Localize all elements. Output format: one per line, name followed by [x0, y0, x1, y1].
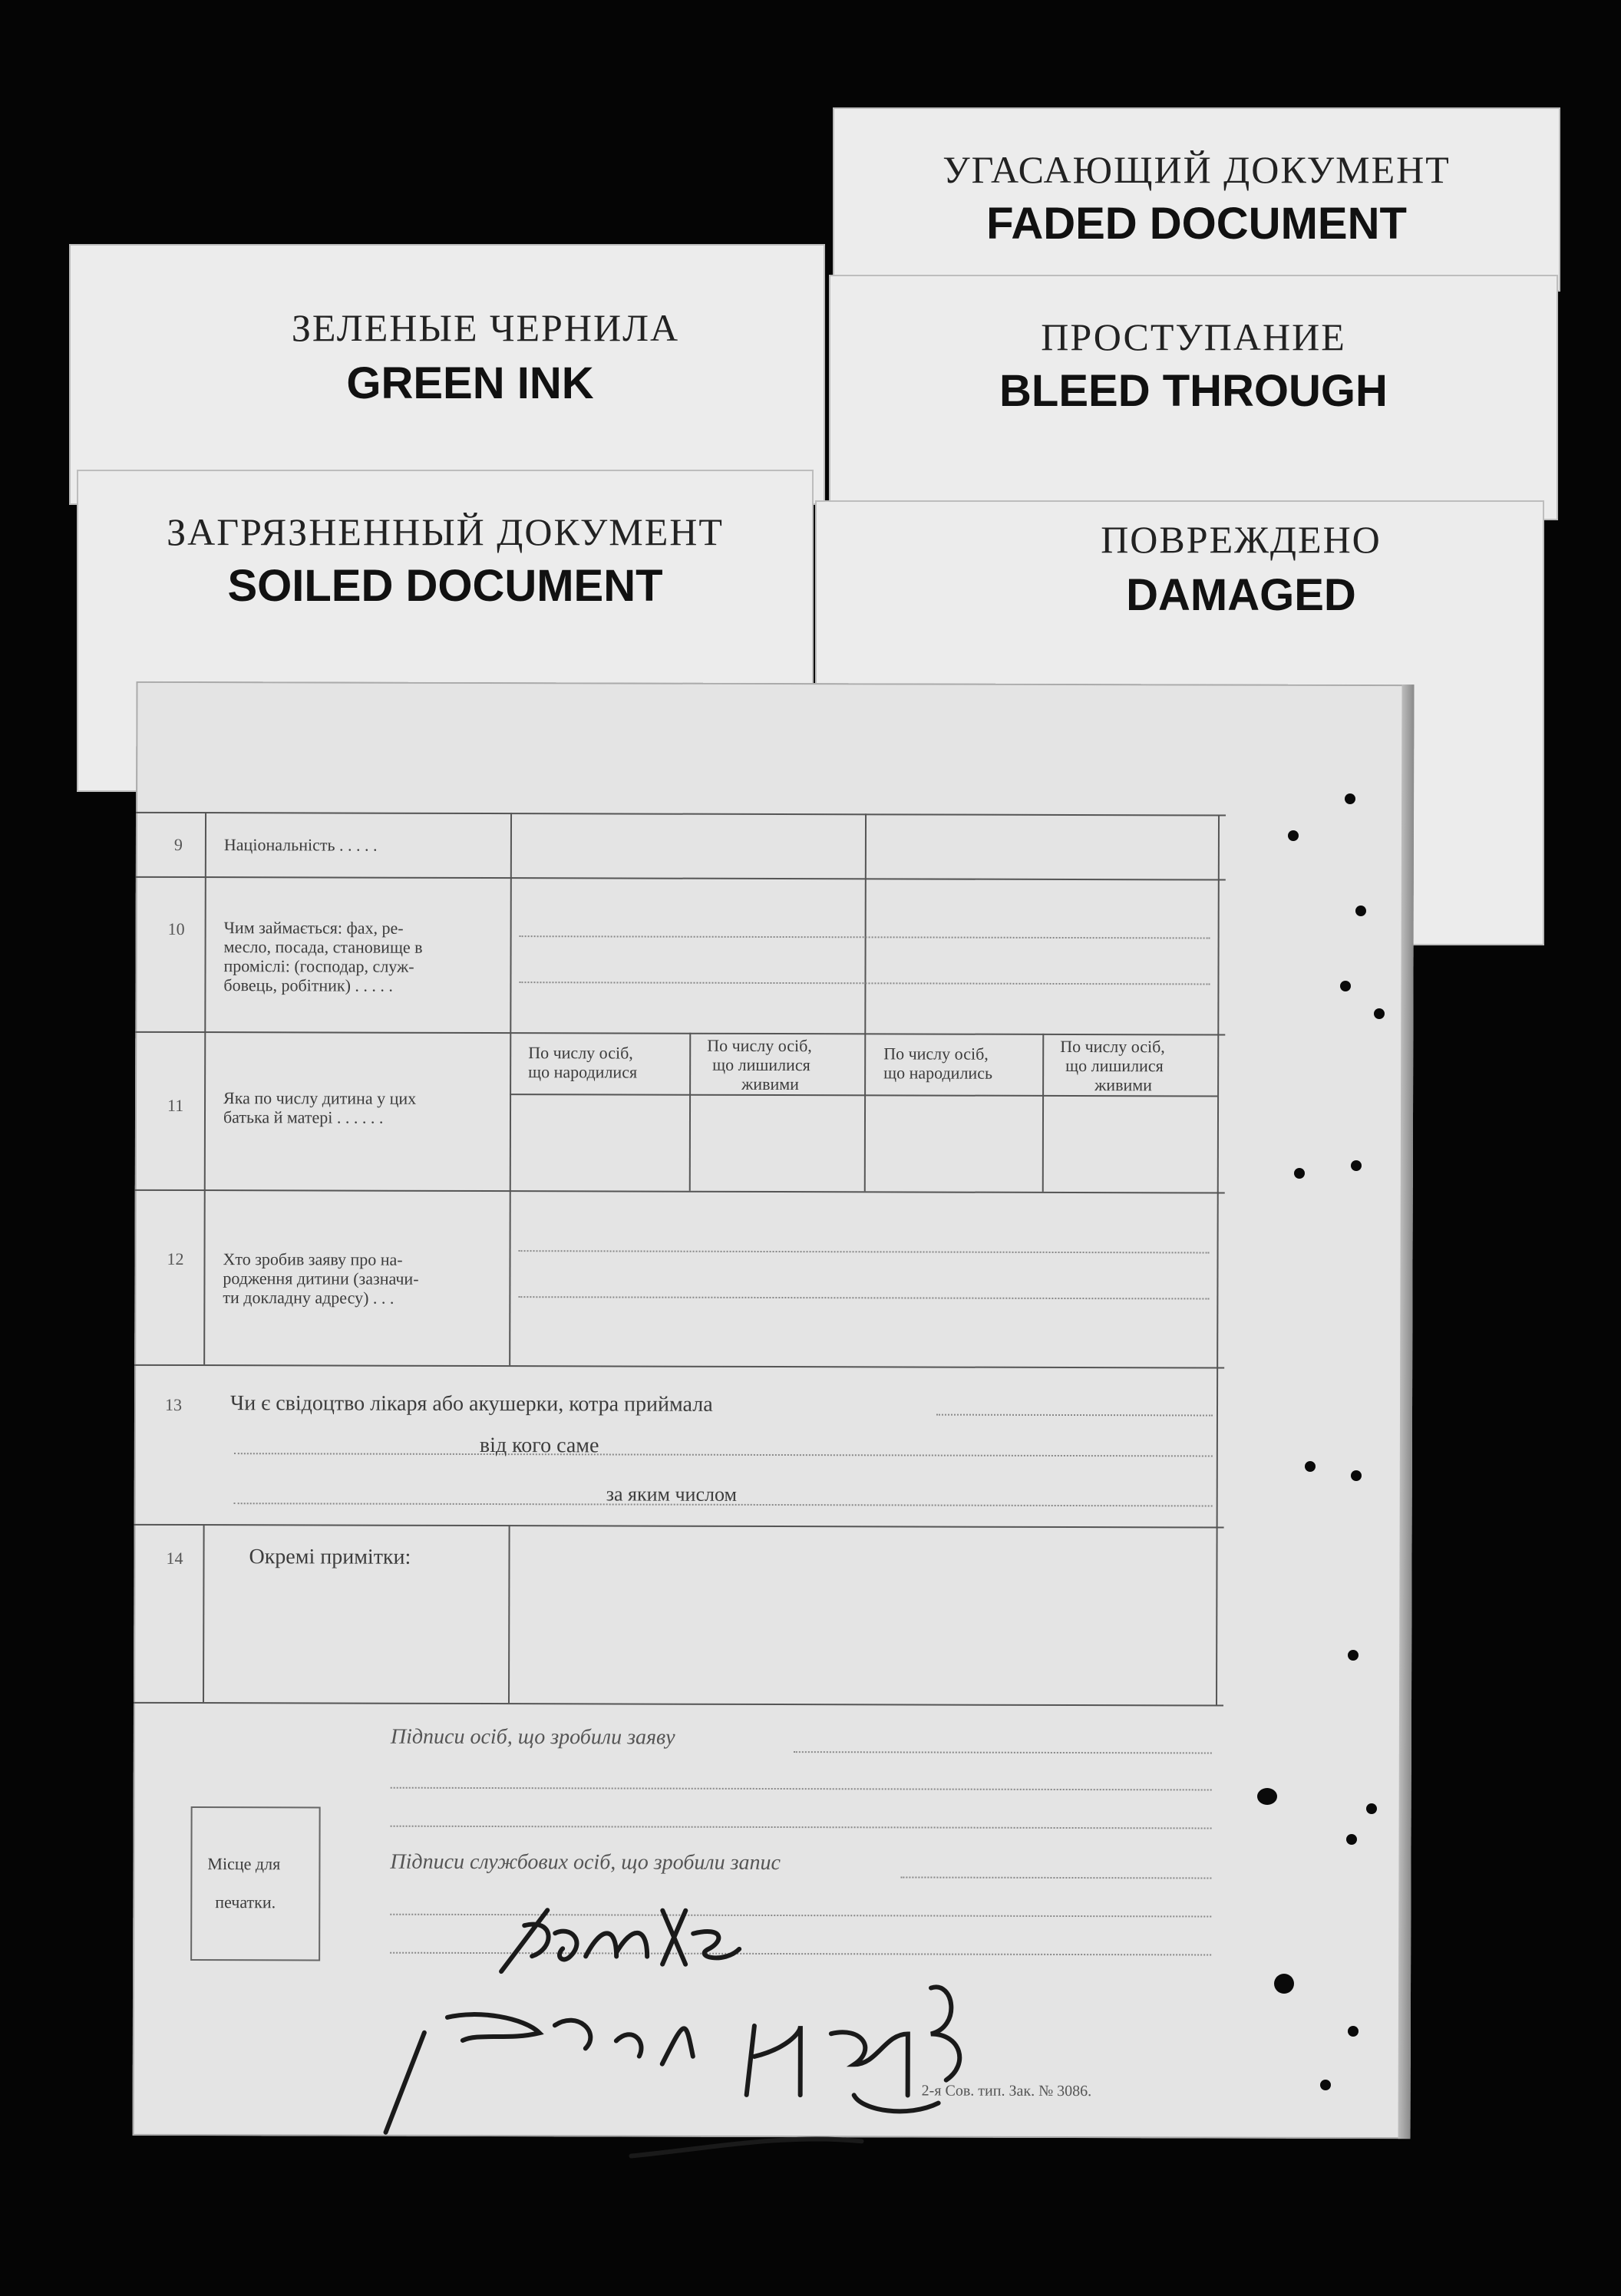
row-13-line-3: за яким числом	[606, 1483, 737, 1506]
card-bleed-en: BLEED THROUGH	[999, 366, 1388, 416]
document-page	[133, 681, 1415, 2139]
hole	[1257, 1788, 1277, 1805]
row-11-col4-line-3: живими	[1094, 1075, 1152, 1095]
row-14-number: 14	[166, 1548, 183, 1568]
row-13-number: 13	[164, 1394, 183, 1414]
row-11-number: 11	[167, 1095, 184, 1115]
row-10-line-3: проміслі: (господар, служ-	[223, 956, 414, 976]
row-11-col3-line-2: що народились	[883, 1063, 993, 1083]
hole	[1345, 793, 1355, 804]
row-14-label: Окремі примітки:	[249, 1545, 411, 1569]
applicants-signatures-label: Підписи осіб, що зробили заяву	[390, 1724, 675, 1750]
row-11-col2-line-1: По числу осіб,	[707, 1035, 812, 1056]
row-11-col4-line-1: По числу осіб,	[1060, 1036, 1165, 1057]
hole	[1374, 1008, 1385, 1019]
hole	[1355, 906, 1366, 916]
stamp-line-1: Місце для	[207, 1854, 281, 1874]
row-11-col2-line-2: що лишилися	[712, 1054, 810, 1075]
row-11-col1-line-1: По числу осіб,	[528, 1043, 633, 1063]
row-11-line-2: батька й матері . . . . . .	[223, 1107, 384, 1127]
stamp-placeholder-box	[190, 1806, 321, 1961]
hole	[1288, 830, 1299, 841]
row-9-number: 9	[173, 834, 183, 854]
card-faded-en: FADED DOCUMENT	[986, 199, 1407, 249]
stamp-line-2: печатки.	[215, 1892, 276, 1912]
row-13-line-1: Чи є свідоцтво лікаря або акушерки, котра приймала	[229, 1391, 713, 1417]
card-damaged-ru: ПОВРЕЖДЕНО	[1101, 518, 1382, 561]
card-soiled-ru: ЗАГРЯЗНЕННЫЙ ДОКУМЕНТ	[167, 510, 724, 553]
row-11-col3-line-1: По числу осіб,	[883, 1044, 989, 1064]
hole	[1348, 2026, 1359, 2037]
hole	[1305, 1461, 1316, 1472]
card-soiled-en: SOILED DOCUMENT	[227, 561, 663, 611]
officials-signatures-label: Підписи службових осіб, що зробили запис	[390, 1849, 781, 1875]
row-10-line-2: месло, посада, становище в	[223, 937, 423, 957]
hole	[1351, 1160, 1362, 1171]
card-green-ru: ЗЕЛЕНЫЕ ЧЕРНИЛА	[291, 306, 680, 349]
card-faded-ru: УГАСАЮЩИЙ ДОКУМЕНТ	[943, 148, 1451, 191]
printer-footer: 2-я Сов. тип. Зак. № 3086.	[921, 2082, 1092, 2100]
handwritten-signatures	[324, 1879, 1092, 2172]
birth-record-form	[133, 681, 1415, 2139]
card-bleed-through	[829, 275, 1558, 520]
card-bleed-ru: ПРОСТУПАНИЕ	[1041, 315, 1346, 358]
hole	[1366, 1803, 1377, 1814]
hole	[1346, 1834, 1357, 1845]
hole	[1320, 2080, 1331, 2090]
hole	[1348, 1650, 1359, 1661]
card-green-ink	[69, 244, 825, 505]
card-damaged-en: DAMAGED	[1126, 570, 1356, 620]
hole	[1340, 981, 1351, 991]
row-13-line-2: від кого саме	[479, 1433, 599, 1458]
row-12-line-3: ти докладну адресу) . . .	[223, 1288, 395, 1308]
row-11-line-1: Яка по числу дитина у цих	[223, 1088, 417, 1108]
hole	[1294, 1168, 1305, 1179]
row-11-col1-line-2: що народилися	[528, 1062, 638, 1082]
row-12-number: 12	[167, 1249, 184, 1268]
hole	[1351, 1470, 1362, 1481]
card-green-en: GREEN INK	[346, 358, 594, 408]
row-11-col2-line-3: живими	[741, 1074, 799, 1094]
row-11-col4-line-2: що лишилися	[1065, 1055, 1164, 1076]
row-10-line-1: Чим займається: фах, ре-	[223, 918, 404, 938]
hole	[1274, 1974, 1294, 1994]
row-9-label: Національність . . . . .	[223, 835, 378, 855]
row-10-line-4: бовець, робітник) . . . . .	[223, 975, 393, 995]
row-12-line-2: родження дитини (зазначи-	[223, 1268, 419, 1288]
row-12-line-1: Хто зробив заяву про на-	[223, 1249, 403, 1269]
row-10-number: 10	[167, 919, 185, 939]
card-faded-document	[833, 107, 1560, 292]
